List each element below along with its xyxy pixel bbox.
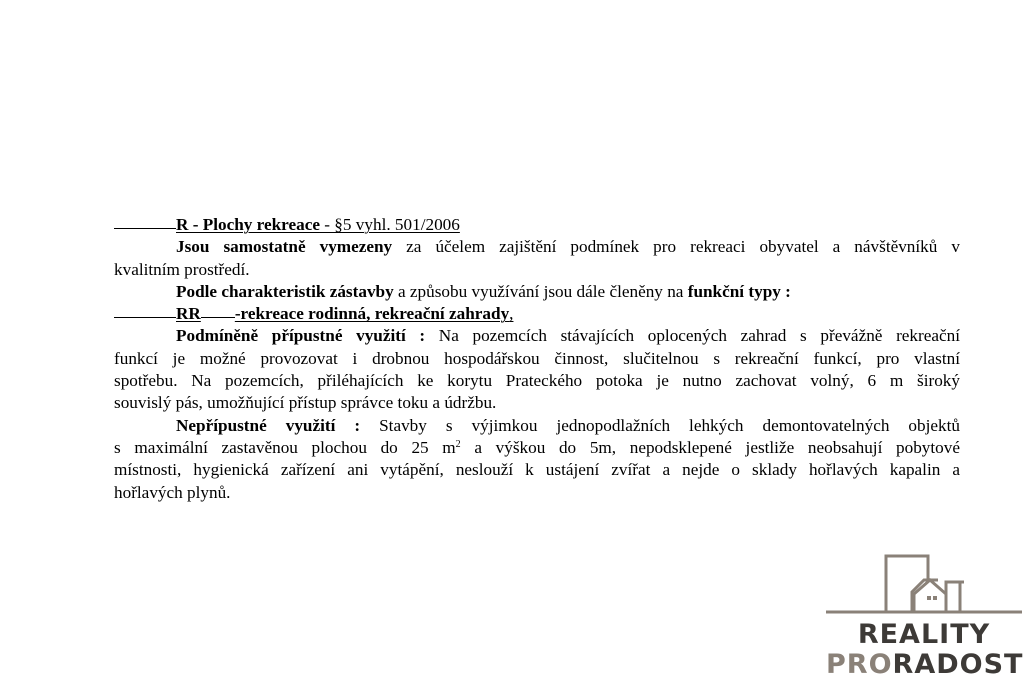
type-code: RR xyxy=(176,304,201,324)
section-heading xyxy=(114,214,960,236)
paragraph-3-line-2: funkcí je možné provozovat i drobnou hospodářskou činnost, slučitelnou s rekreační funkcí, pro vlastní xyxy=(114,348,960,368)
p1-line1-rest: za účelem zajištění podmínek pro rekreaci obyvatel a návštěvníků v xyxy=(392,237,960,257)
section-heading-bold: R - Plochy rekreace xyxy=(176,215,320,234)
p2-bold-1: Podle charakteristik zástavby xyxy=(176,281,394,301)
p3-bold: Podmíněně přípustné využití : xyxy=(176,326,426,346)
p1-bold: Jsou samostatně vymezeny xyxy=(176,237,393,257)
paragraph-1-line-1 xyxy=(114,236,960,258)
logo-word-radost: RADOST xyxy=(892,649,1024,680)
logo-word-pro: PRO xyxy=(826,649,893,680)
p2-mid: a způsobu využívání jsou dále členěny na xyxy=(393,281,688,301)
type-desc: -rekreace rodinná, rekreační zahrady xyxy=(234,304,510,324)
paragraph-2 xyxy=(114,281,960,303)
superscript: 2 xyxy=(455,438,461,450)
paragraph-4-line-3: místnosti, hygienická zařízení ani vytápění, neslouží k ustájení zvířat a nejde o sklady hořlavých kapalin a xyxy=(114,460,960,480)
paragraph-4-line-2 xyxy=(114,437,960,459)
document-text xyxy=(114,214,960,504)
p2-bold-2: funkční typy : xyxy=(687,281,791,301)
underline-gap xyxy=(114,316,176,318)
p4-line1-rest: Stavby s výjimkou jednopodlažních lehkých demontovatelných objektů xyxy=(360,415,960,435)
p4-bold: Nepřípustné využití : xyxy=(176,415,361,435)
p4-line2-b: a výškou do 5m, nepodsklepené jestliže neobsahují pobytové xyxy=(460,437,960,457)
underline-gap xyxy=(114,227,176,229)
paragraph-4-line-1 xyxy=(114,415,960,437)
buildings-icon xyxy=(826,552,1022,618)
paragraph-1-line-2: kvalitním prostředí. xyxy=(114,259,250,279)
logo-word-proradost xyxy=(826,650,1022,680)
reality-proradost-logo xyxy=(826,552,1022,680)
paragraph-4-line-4: hořlavých plynů. xyxy=(114,482,231,502)
paragraph-3-line-4: souvislý pás, umožňující přístup správce toku a údržbu. xyxy=(114,393,497,413)
underline-tab xyxy=(201,316,235,318)
p3-line1-rest: Na pozemcích stávajících oplocených zahrad s převážně rekreační xyxy=(425,326,960,346)
paragraph-3-line-1 xyxy=(114,325,960,347)
paragraph-3-line-3: spotřebu. Na pozemcích, přiléhajících ke korytu Prateckého potoka je nutno zachovat volný, 6 m široký xyxy=(114,371,960,391)
functional-type-rr: RR -rekreace rodinná, rekreační zahrady, xyxy=(114,303,960,325)
logo-word-reality: REALITY xyxy=(857,619,991,650)
p4-line2-a: s maximální zastavěnou plochou do 25 m xyxy=(114,437,456,457)
section-heading-rest: - §5 vyhl. 501/2006 xyxy=(319,215,460,234)
